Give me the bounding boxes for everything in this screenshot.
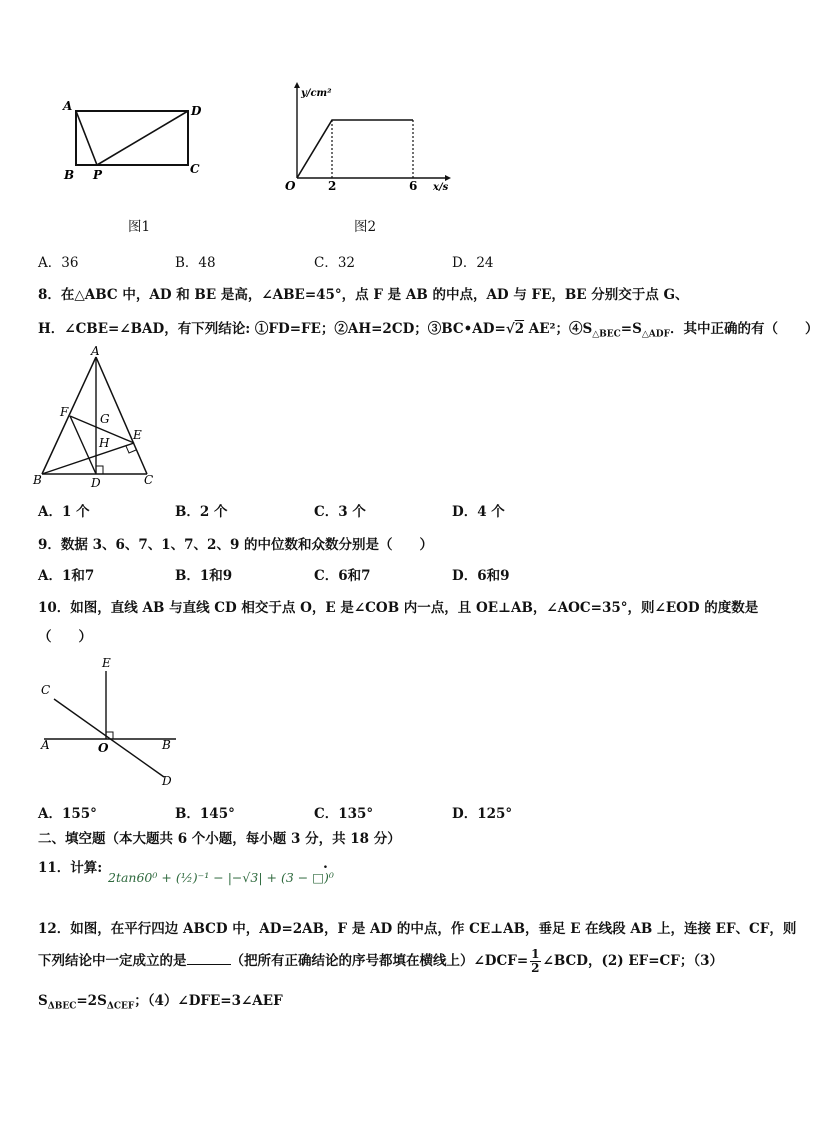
fig2-caption: 图2 [354,219,377,235]
fig1-caption: 图1 [128,219,151,235]
fig1-label-d: D [191,104,202,118]
q8-label-h: H [99,436,110,450]
fraction-numerator: 1 [531,947,540,961]
q10-label-c: C [41,683,51,697]
q8-sub-bec: △BEC [592,329,621,340]
q8-option-a[interactable]: A．1 个 [38,504,90,520]
q12-sub-cef: ΔCEF [106,1001,135,1012]
fraction-one-half [530,948,540,975]
q10-label-d: D [162,774,172,788]
q10-option-c[interactable]: C．135° [314,806,374,822]
fig2-ylabel: y/cm² [301,88,332,99]
fig1-label-c: C [190,162,200,176]
q12-line-2 [38,948,723,975]
q8-label-e: E [133,428,142,442]
q9-question: 9．数据 3、6、7、1、7、2、9 的中位数和众数分别是（ ） [38,537,434,553]
q10-option-d[interactable]: D．125° [452,806,513,822]
fig1-label-b: B [64,168,75,182]
fig2-tick-2: 2 [328,179,337,193]
q8-sub-adf: △ADF [641,329,670,340]
q11-formula: 2tan60⁰ + (½)⁻¹ − |−√3| + (3 − □)⁰ [108,870,334,885]
fig1-label-a: A [63,99,73,113]
q10-line-1: 10．如图，直线 AB 与直线 CD 相交于点 O，E 是∠COB 内一点，且 OE⊥AB，∠AOC=35°，则∠EOD 的度数是 [38,600,759,616]
q12-line3-part-a: S [38,993,48,1009]
q12-line3-part-b: =2S [76,993,107,1009]
q7-option-a[interactable]: A．36 [38,255,79,271]
q12-line2-part-a: 下列结论中一定成立的是 [38,953,187,969]
q8-line2-part-c: =S [620,321,642,337]
q8-label-b: B [33,473,42,487]
section-2-heading: 二、填空题（本大题共 6 个小题，每小题 3 分，共 18 分） [38,831,401,847]
q12-line3-part-c: ；（4）∠DFE=3∠AEF [134,993,283,1009]
q10-option-b[interactable]: B．145° [175,806,235,822]
q8-line2-part-a: H．∠CBE=∠BAD，有下列结论: ①FD=FE；②AH=2CD；③BC•AD= [38,321,506,337]
q8-label-c: C [144,473,154,487]
q8-label-d: D [91,476,101,490]
q8-label-f: F [60,405,69,419]
q7-option-b[interactable]: B．48 [175,255,216,271]
q7-option-d[interactable]: D．24 [452,255,494,271]
q8-sqrt-radicand: 2 [514,321,525,337]
q11-label: 11．计算: [38,860,103,876]
fig2-origin: O [285,179,296,193]
q8-label-a: A [91,344,100,358]
fraction-denominator: 2 [531,961,540,975]
q10-option-a[interactable]: A．155° [38,806,97,822]
q12-line-1: 12．如图，在平行四边 ABCD 中，AD=2AB，F 是 AD 的中点，作 CE⊥AB，垂足 E 在线段 AB 上，连接 EF、CF，则 [38,921,797,937]
q9-option-d[interactable]: D．6和9 [452,568,510,584]
q7-option-c[interactable]: C．32 [314,255,356,271]
q8-line2-part-b: AE²；④S [524,321,593,337]
fig1-label-p: P [93,168,103,182]
q8-option-b[interactable]: B．2 个 [175,504,228,520]
fig2-tick-6: 6 [409,179,418,193]
q8-label-g: G [100,412,110,426]
fig2-xlabel: x/s [433,182,449,193]
q8-option-c[interactable]: C．3 个 [314,504,366,520]
q12-sub-bec: ΔBEC [47,1001,77,1012]
figure-2-graph [275,80,465,195]
figure-1-rectangle [60,95,210,190]
q8-option-d[interactable]: D．4 个 [452,504,505,520]
q12-line2-part-b: （把所有正确结论的序号都填在横线上）∠DCF= [230,953,529,969]
q8-line2-part-d: ．其中正确的有（ ） [669,321,818,337]
sqrt-symbol: √ [505,321,515,337]
q9-option-b[interactable]: B．1和9 [175,568,233,584]
q11-dot: . [323,856,328,872]
q10-label-b: B [162,738,171,752]
q10-label-e: E [102,656,111,670]
q12-line-3 [38,989,283,1012]
q8-line-2 [38,317,818,340]
q10-line-2: （ ） [38,629,92,645]
q8-line-1: 8．在△ABC 中，AD 和 BE 是高，∠ABE=45°，点 F 是 AB 的中点，AD 与 FE，BE 分别交于点 G、 [38,287,689,303]
q9-option-a[interactable]: A．1和7 [38,568,95,584]
q10-label-a: A [41,738,50,752]
q12-line2-part-c: ∠BCD，(2) EF=CF；（3） [542,953,723,969]
q9-option-c[interactable]: C．6和7 [314,568,371,584]
q8-triangle-figure [30,342,165,492]
q10-label-o: O [98,741,109,755]
q10-lines-figure [36,653,186,793]
answer-blank[interactable] [187,952,231,965]
